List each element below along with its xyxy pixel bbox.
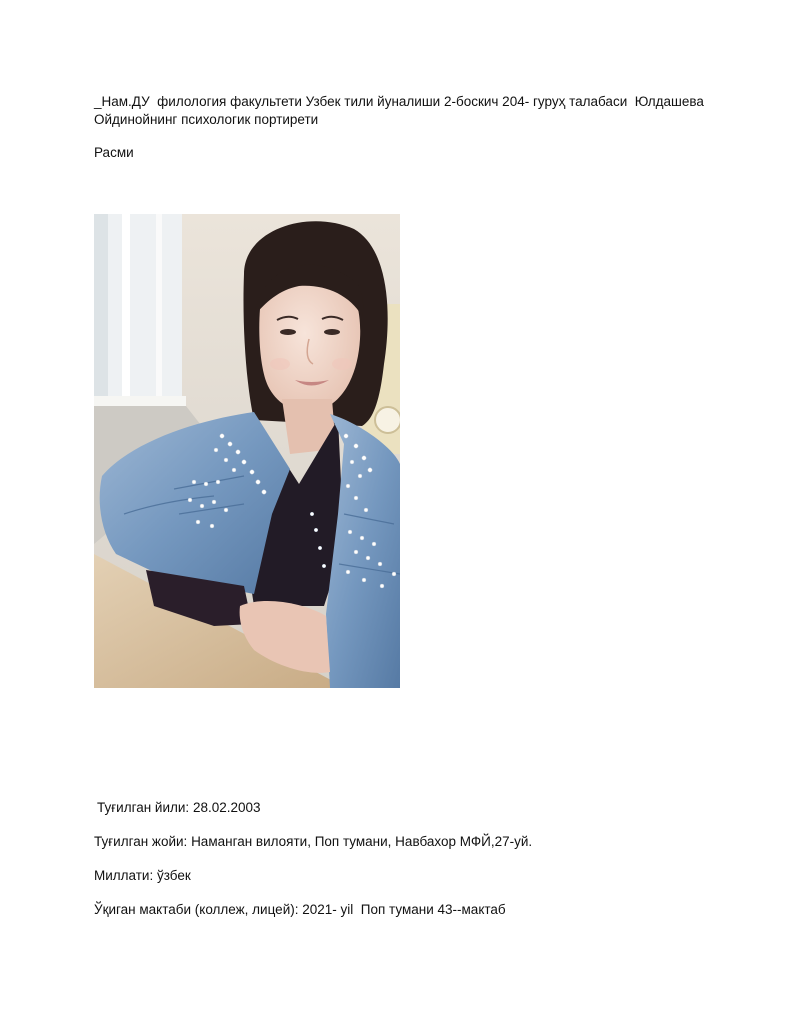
title-line-2: Ойдинойнинг психологик портирети [94, 112, 319, 127]
detail-label: Ўқиган мактаби (коллеж, лицей): [94, 902, 299, 917]
document-title [94, 93, 774, 129]
detail-value: ўзбек [157, 868, 191, 883]
detail-nationality [94, 867, 774, 885]
portrait-photo-image [94, 214, 400, 688]
detail-label: Миллати: [94, 868, 154, 883]
detail-birth-place [94, 833, 774, 851]
detail-birth-year [94, 799, 774, 817]
detail-value: 2021- yil Поп тумани 43--мактаб [302, 902, 506, 917]
photo-label: Расми [94, 145, 134, 160]
detail-school [94, 901, 774, 919]
title-line-1: _Нам.ДУ филология факультети Узбек тили йуналиши 2-боскич 204- гуруҳ талабаси Юлдашева [94, 94, 704, 109]
detail-value: Наманган вилояти, Поп тумани, Навбахор МФЙ,27-уй. [191, 834, 533, 849]
detail-label: Туғилган жойи: [94, 834, 188, 849]
detail-label: Туғилган йили: [97, 800, 190, 815]
personal-details [94, 799, 774, 935]
portrait-photo [94, 214, 400, 688]
detail-value: 28.02.2003 [192, 800, 261, 815]
photo-window [94, 214, 186, 406]
